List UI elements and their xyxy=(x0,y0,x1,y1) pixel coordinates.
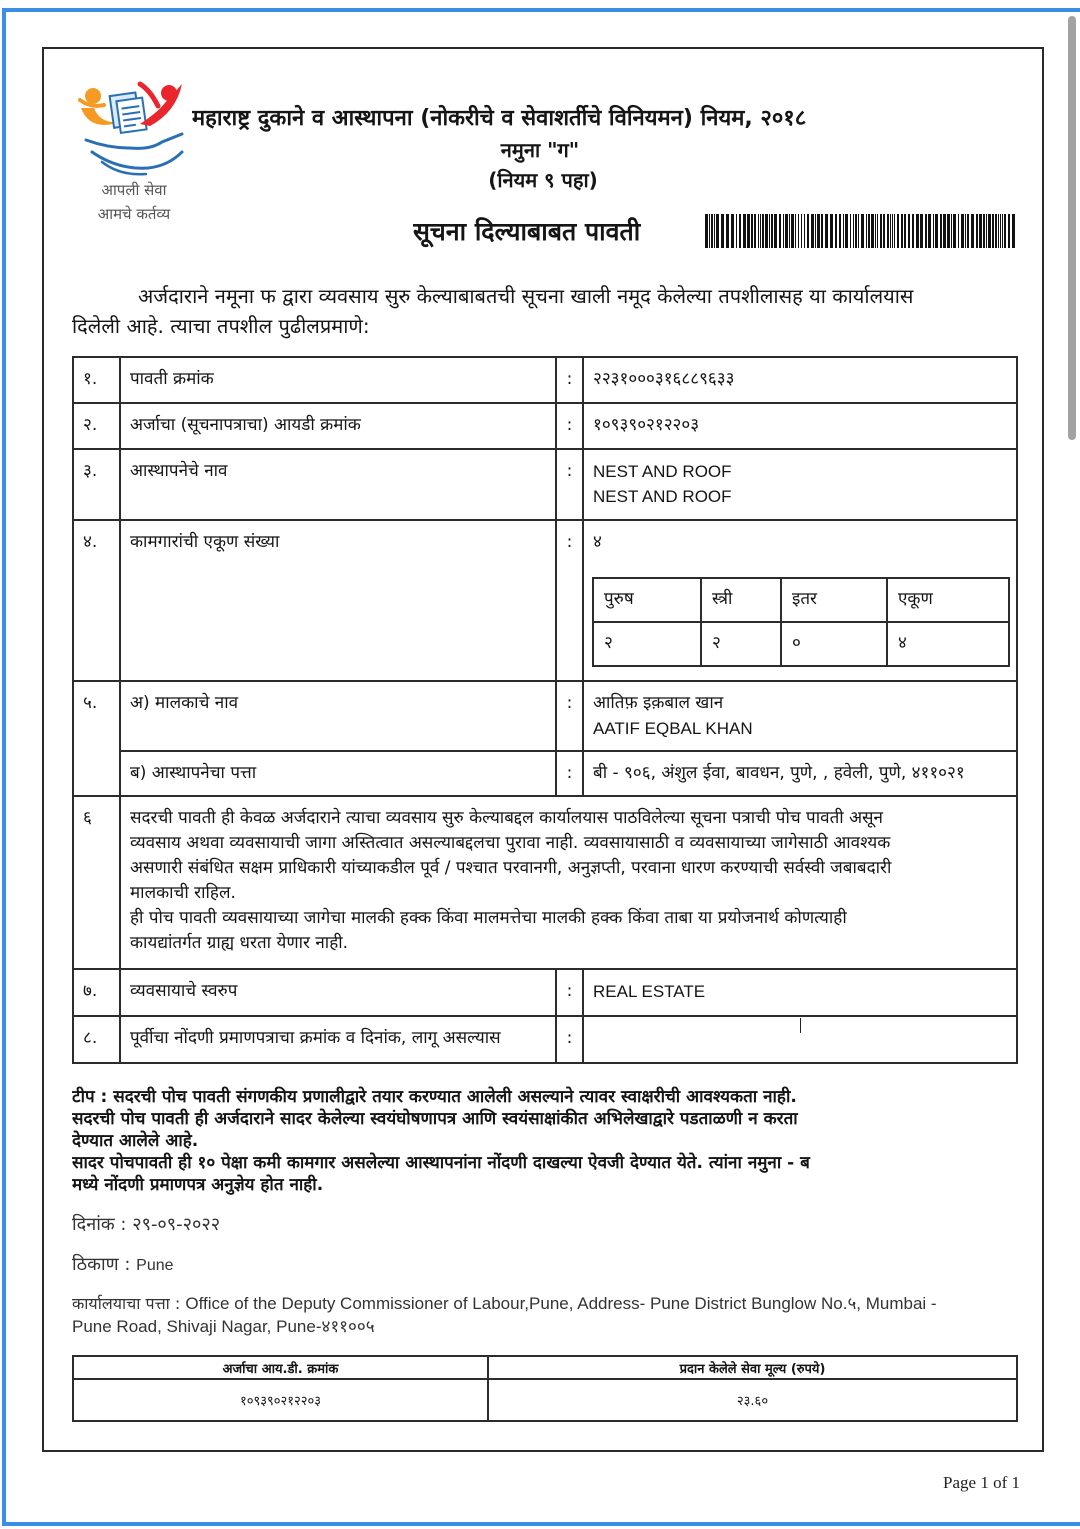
barcode-bar xyxy=(897,214,899,248)
label-cell xyxy=(120,357,556,403)
row-number-cell xyxy=(73,403,120,449)
value-cell xyxy=(583,403,1017,449)
barcode-bar xyxy=(998,214,999,248)
value-female: २ xyxy=(712,633,721,653)
disclaimer-line: सदरची पावती ही केवळ अर्जदाराने त्याचा व्यवसाय सुरु केल्याबद्दल कार्यालयास पाठविलेल्या सूचना पत्राची पोच पावती असून xyxy=(130,808,883,828)
note-line: सादर पोचपावती ही १० पेक्षा कमी कामगार असलेल्या आस्थापनांना नोंदणी दाखल्या ऐवजी देण्यात येते. त्यांना नमुना - ब xyxy=(72,1153,810,1173)
fee-value-application-id: १०९३९०२१२२०३ xyxy=(73,1379,488,1421)
barcode-bar xyxy=(811,214,814,248)
barcode-bar xyxy=(830,214,833,248)
row-establishment-address xyxy=(73,751,1017,796)
barcode-bar xyxy=(887,214,889,248)
note-line: मध्ये नोंदणी प्रमाणपत्र अनुज्ञेय होत नाही. xyxy=(72,1175,324,1195)
fee-table xyxy=(72,1355,1018,1422)
barcode-bar xyxy=(912,214,914,248)
office-address-line1 xyxy=(72,1292,1016,1315)
value-male: २ xyxy=(604,633,613,653)
logo-tagline-line2: आमचे कर्तव्य xyxy=(97,205,171,223)
office-address xyxy=(72,1292,1016,1338)
row-number-cell xyxy=(73,520,120,681)
barcode-bar xyxy=(711,214,713,248)
value-cell xyxy=(583,751,1017,796)
barcode-bar xyxy=(709,214,710,248)
receipt-number-label: पावती क्रमांक xyxy=(130,369,214,389)
header-male: पुरुष xyxy=(604,589,634,609)
colon: : xyxy=(566,763,573,783)
disclaimer-line: कायद्यांतर्गत ग्राह्य धरता येणार नाही. xyxy=(130,933,349,953)
barcode-bar xyxy=(1008,214,1010,248)
note-line: सदरची पोच पावती ही अर्जदाराने सादर केलेल्या स्वयंघोषणापत्र आणि स्वयंसाक्षांकीत अभिलेखाद्वारे पडताळणी न करता xyxy=(72,1109,798,1129)
barcode-bar xyxy=(866,214,867,248)
disclaimer-cell xyxy=(120,796,1017,969)
row-number-cell xyxy=(73,796,120,969)
barcode-bar xyxy=(721,214,724,248)
barcode-bar xyxy=(971,214,974,248)
barcode-bar xyxy=(947,214,950,248)
barcode-bar xyxy=(762,214,764,248)
barcode-bar xyxy=(743,214,746,248)
date-line xyxy=(72,1212,1016,1238)
barcode-bar xyxy=(739,214,741,248)
barcode-bar xyxy=(1000,214,1001,248)
colon: : xyxy=(566,415,573,435)
header-female: स्त्री xyxy=(712,589,733,609)
barcode-bar xyxy=(758,214,759,248)
row-worker-count xyxy=(73,520,1017,681)
barcode-bar xyxy=(928,214,931,248)
barcode-bar xyxy=(877,214,878,248)
date-value: २९-०९-२०२२ xyxy=(132,1214,221,1235)
fee-header-application-id: अर्जाचा आय.डी. क्रमांक xyxy=(73,1356,488,1379)
barcode-bar xyxy=(825,214,828,248)
receipt-heading: सूचना दिल्याबाबत पावती xyxy=(413,217,641,246)
breakdown-value-row xyxy=(593,622,1009,666)
barcode-bar xyxy=(925,214,927,248)
breakdown-header-cell xyxy=(701,578,781,622)
barcode-bar xyxy=(861,214,864,248)
barcode-bar xyxy=(875,214,876,248)
colon-cell xyxy=(556,751,583,796)
barcode-bar xyxy=(961,214,964,248)
barcode-bar xyxy=(705,214,708,248)
worker-breakdown-table xyxy=(592,577,1010,667)
barcode-bar xyxy=(771,214,773,248)
disclaimer-line: व्यवसाय अथवा व्यवसायाची जागा अस्तित्वात असल्याबद्दलचा पुरावा नाही. व्यवसायासाठी व व्यवसायाच्या जागेसाठी आवश्यक xyxy=(130,833,891,853)
place-line xyxy=(72,1252,1016,1279)
logo-icon xyxy=(78,78,190,178)
colon: : xyxy=(566,981,573,1001)
barcode-bar xyxy=(983,214,985,248)
colon-cell xyxy=(556,969,583,1016)
barcode-bar xyxy=(901,214,903,248)
barcode-bar xyxy=(774,214,777,248)
page-indicator: Page 1 of 1 xyxy=(943,1473,1020,1492)
breakdown-value-cell xyxy=(701,622,781,666)
value-total: ४ xyxy=(898,633,907,653)
barcode-bar xyxy=(908,214,910,248)
barcode-bar xyxy=(988,214,991,248)
barcode-bar xyxy=(935,214,938,248)
row-number: ३. xyxy=(83,461,98,481)
barcode-bar xyxy=(850,214,851,248)
intro-line2: दिलेली आहे. त्याचा तपशील पुढीलप्रमाणे: xyxy=(72,314,370,338)
barcode-bar xyxy=(953,214,956,248)
barcode-bar xyxy=(1012,214,1015,248)
barcode-bar xyxy=(714,214,715,248)
receipt-number-value: २२३१०००३१६८८९६३३ xyxy=(593,369,735,389)
row-number: ६ xyxy=(83,808,92,828)
breakdown-value-cell xyxy=(593,622,701,666)
barcode-bar xyxy=(754,214,756,248)
breakdown-header-cell xyxy=(781,578,887,622)
barcode-bar xyxy=(843,214,844,248)
disclaimer-line: मालकाची राहिल. xyxy=(130,883,236,903)
barcode-bar xyxy=(791,214,794,248)
row-number-cell xyxy=(73,681,120,796)
office-value-line1: Office of the Deputy Commissioner of Labour,Pune, Address- Pune District Bunglow No.५, Mumbai - xyxy=(185,1294,937,1313)
fee-value-service-charge: २३.६० xyxy=(488,1379,1017,1421)
row-business-nature xyxy=(73,969,1017,1016)
owner-name-latin: AATIF EQBAL KHAN xyxy=(593,719,753,738)
document-title: महाराष्ट्र दुकाने व आस्थापना (नोकरीचे व सेवाशर्तीचे विनियमन) नियम, २०१८ xyxy=(192,106,807,131)
application-id-label: अर्जाचा (सूचनापत्राचा) आयडी क्रमांक xyxy=(130,415,361,435)
barcode-bar xyxy=(995,214,997,248)
label-cell xyxy=(120,1016,556,1063)
barcode-bar xyxy=(726,214,729,248)
barcode-bar xyxy=(736,214,737,248)
previous-certificate-label: पूर्वीचा नोंदणी प्रमाणपत्राचा क्रमांक व दिनांक, लागू असल्यास xyxy=(130,1028,501,1048)
breakdown-header-cell xyxy=(887,578,1009,622)
row-receipt-number xyxy=(73,357,1017,403)
disclaimer-text xyxy=(121,797,1016,956)
logo-tagline-line1: आपली सेवा xyxy=(101,181,167,199)
barcode-bar xyxy=(1004,214,1006,248)
barcode-bar xyxy=(817,214,820,248)
establishment-name-line2: NEST AND ROOF xyxy=(593,487,732,506)
label-cell xyxy=(120,520,556,681)
establishment-name-value xyxy=(584,450,1016,509)
breakdown-header-row xyxy=(593,578,1009,622)
barcode-bar xyxy=(940,214,942,248)
barcode-bar xyxy=(892,214,893,248)
barcode-bar xyxy=(958,214,959,248)
barcode-bar xyxy=(839,214,841,248)
colon: : xyxy=(566,532,573,552)
label-cell xyxy=(120,751,556,796)
address-value: बी - ९०६, अंशुल ईवा, बावधन, पुणे, , हवेली, पुणे, ४११०२१ xyxy=(593,763,965,783)
row-number-cell xyxy=(73,1016,120,1063)
barcode-bar xyxy=(894,214,895,248)
barcode-bar xyxy=(951,214,952,248)
barcode-bar xyxy=(716,214,719,248)
breakdown-value-cell xyxy=(887,622,1009,666)
barcode-bar xyxy=(789,214,790,248)
header-total: एकूण xyxy=(898,589,933,609)
barcode-bar xyxy=(890,214,891,248)
barcode-bar xyxy=(760,214,761,248)
barcode-bar xyxy=(798,214,799,248)
barcode-bar xyxy=(976,214,978,248)
form-name: नमुना "ग" xyxy=(500,138,580,162)
barcode-bar xyxy=(783,214,784,248)
owner-name-label: अ) मालकाचे नाव xyxy=(130,693,239,713)
barcode-bar xyxy=(804,214,805,248)
value-other: ० xyxy=(792,633,801,653)
label-cell xyxy=(120,681,556,751)
disclaimer-line: ही पोच पावती व्यवसायाच्या जागेचा मालकी हक्क किंवा मालमत्तेचा मालकी हक्क किंवा ताबा या प्रयोजनार्थ कोणत्याही xyxy=(130,908,847,928)
row-number: १. xyxy=(83,369,98,389)
date-label: दिनांक : xyxy=(72,1214,127,1235)
colon-cell xyxy=(556,403,583,449)
office-label: कार्यालयाचा पत्ता : xyxy=(72,1294,181,1313)
barcode-bar xyxy=(965,214,966,248)
value-cell xyxy=(583,449,1017,520)
value-cell xyxy=(583,357,1017,403)
barcode-bar xyxy=(871,214,874,248)
barcode-bar xyxy=(785,214,788,248)
barcode-bar xyxy=(801,214,802,248)
colon-cell xyxy=(556,1016,583,1063)
worker-count-label: कामगारांची एकूण संख्या xyxy=(130,532,280,552)
barcode-bar xyxy=(992,214,994,248)
label-cell xyxy=(120,403,556,449)
row-owner-name xyxy=(73,681,1017,751)
colon: : xyxy=(566,1028,573,1048)
colon-cell xyxy=(556,357,583,403)
breakdown-header-cell xyxy=(593,578,701,622)
colon: : xyxy=(566,461,573,481)
barcode-bar xyxy=(845,214,848,248)
row-number: ५. xyxy=(83,693,98,713)
barcode-bar xyxy=(835,214,837,248)
barcode-bar xyxy=(986,214,987,248)
row-number-cell xyxy=(73,969,120,1016)
barcode-bar xyxy=(731,214,734,248)
colon: : xyxy=(566,369,573,389)
row-number-cell xyxy=(73,449,120,520)
barcode-bar xyxy=(853,214,854,248)
barcode-bar xyxy=(883,214,885,248)
fee-header-service-charge: प्रदान केलेले सेवा मूल्य (रुपये) xyxy=(488,1356,1017,1379)
owner-name-value xyxy=(584,682,1016,741)
barcode-bar xyxy=(943,214,946,248)
row-establishment-name xyxy=(73,449,1017,520)
note-line: देण्यात आलेले आहे. xyxy=(72,1131,199,1151)
label-cell xyxy=(120,449,556,520)
row-disclaimer xyxy=(73,796,1017,969)
colon-cell xyxy=(556,681,583,751)
value-cell xyxy=(583,681,1017,751)
place-label: ठिकाण : xyxy=(72,1254,131,1275)
fee-header-row xyxy=(73,1356,1017,1379)
establishment-name-line1: NEST AND ROOF xyxy=(593,462,732,481)
row-number: ७. xyxy=(83,981,98,1001)
row-previous-certificate xyxy=(73,1016,1017,1063)
row-number: ८. xyxy=(83,1028,98,1048)
row-number-cell xyxy=(73,357,120,403)
owner-name-devanagari: आतिफ़ इक़बाल खान xyxy=(593,693,724,713)
fee-value-row xyxy=(73,1379,1017,1421)
colon: : xyxy=(566,693,573,713)
row-number: २. xyxy=(83,415,98,435)
rule-reference: (नियम ९ पहा) xyxy=(488,168,598,192)
barcode-bar xyxy=(747,214,750,248)
barcode-bar xyxy=(769,214,770,248)
barcode-bar xyxy=(880,214,882,248)
barcode-bar xyxy=(979,214,982,248)
worker-count-value: ४ xyxy=(593,532,602,552)
intro-line1: अर्जदाराने नमूना फ द्वारा व्यवसाय सुरु केल्याबाबतची सूचना खाली नमूद केलेल्या तपशीलासह या कार्यालयास xyxy=(138,284,914,308)
barcode-bar xyxy=(1002,214,1003,248)
barcode-bar xyxy=(815,214,816,248)
details-table xyxy=(72,356,1018,1064)
barcode-bar xyxy=(920,214,923,248)
barcode-bar xyxy=(751,214,753,248)
value-cell xyxy=(583,520,1017,681)
barcode-bar xyxy=(807,214,809,248)
breakdown-value-cell xyxy=(781,622,887,666)
scrollbar[interactable] xyxy=(1068,16,1076,440)
colon-cell xyxy=(556,520,583,681)
note-line: टीप : सदरची पोच पावती संगणकीय प्रणालीद्वारे तयार करण्यात आलेली असल्याने त्यावर स्वाक्षरीची आवश्यकता नाही. xyxy=(72,1087,797,1107)
colon-cell xyxy=(556,449,583,520)
establishment-name-label: आस्थापनेचे नाव xyxy=(130,461,228,481)
note-block xyxy=(72,1086,1016,1196)
text-cursor-mark xyxy=(800,1018,801,1033)
application-id-value: १०९३९०२१२२०३ xyxy=(593,415,700,435)
barcode-bar xyxy=(904,214,906,248)
barcode-bar xyxy=(779,214,781,248)
barcode-bar xyxy=(795,214,796,248)
barcode-bar xyxy=(933,214,934,248)
barcode-bar xyxy=(868,214,870,248)
value-cell xyxy=(583,969,1017,1016)
business-nature-value: REAL ESTATE xyxy=(593,982,706,1001)
disclaimer-line: असणारी संबंधित सक्षम प्राधिकारी यांच्याकडील पूर्व / पश्चात परवानगी, अनुज्ञप्ती, परवाना धारण करण्याची सर्वस्वी जबाबदारी xyxy=(130,858,892,878)
office-value-line2: Pune Road, Shivaji Nagar, Pune-४११००५ xyxy=(72,1317,375,1336)
label-cell xyxy=(120,969,556,1016)
barcode-bar xyxy=(916,214,919,248)
row-number: ४. xyxy=(83,532,98,552)
barcode-bar xyxy=(765,214,768,248)
barcode xyxy=(705,214,1015,248)
barcode-bar xyxy=(967,214,969,248)
address-label: ब) आस्थापनेचा पत्ता xyxy=(130,763,257,783)
barcode-bar xyxy=(858,214,859,248)
row-application-id xyxy=(73,403,1017,449)
business-nature-label: व्यवसायाचे स्वरुप xyxy=(130,981,238,1001)
barcode-bar xyxy=(821,214,823,248)
barcode-bar xyxy=(855,214,857,248)
header-other: इतर xyxy=(792,589,817,609)
place-value: Pune xyxy=(136,1257,174,1274)
